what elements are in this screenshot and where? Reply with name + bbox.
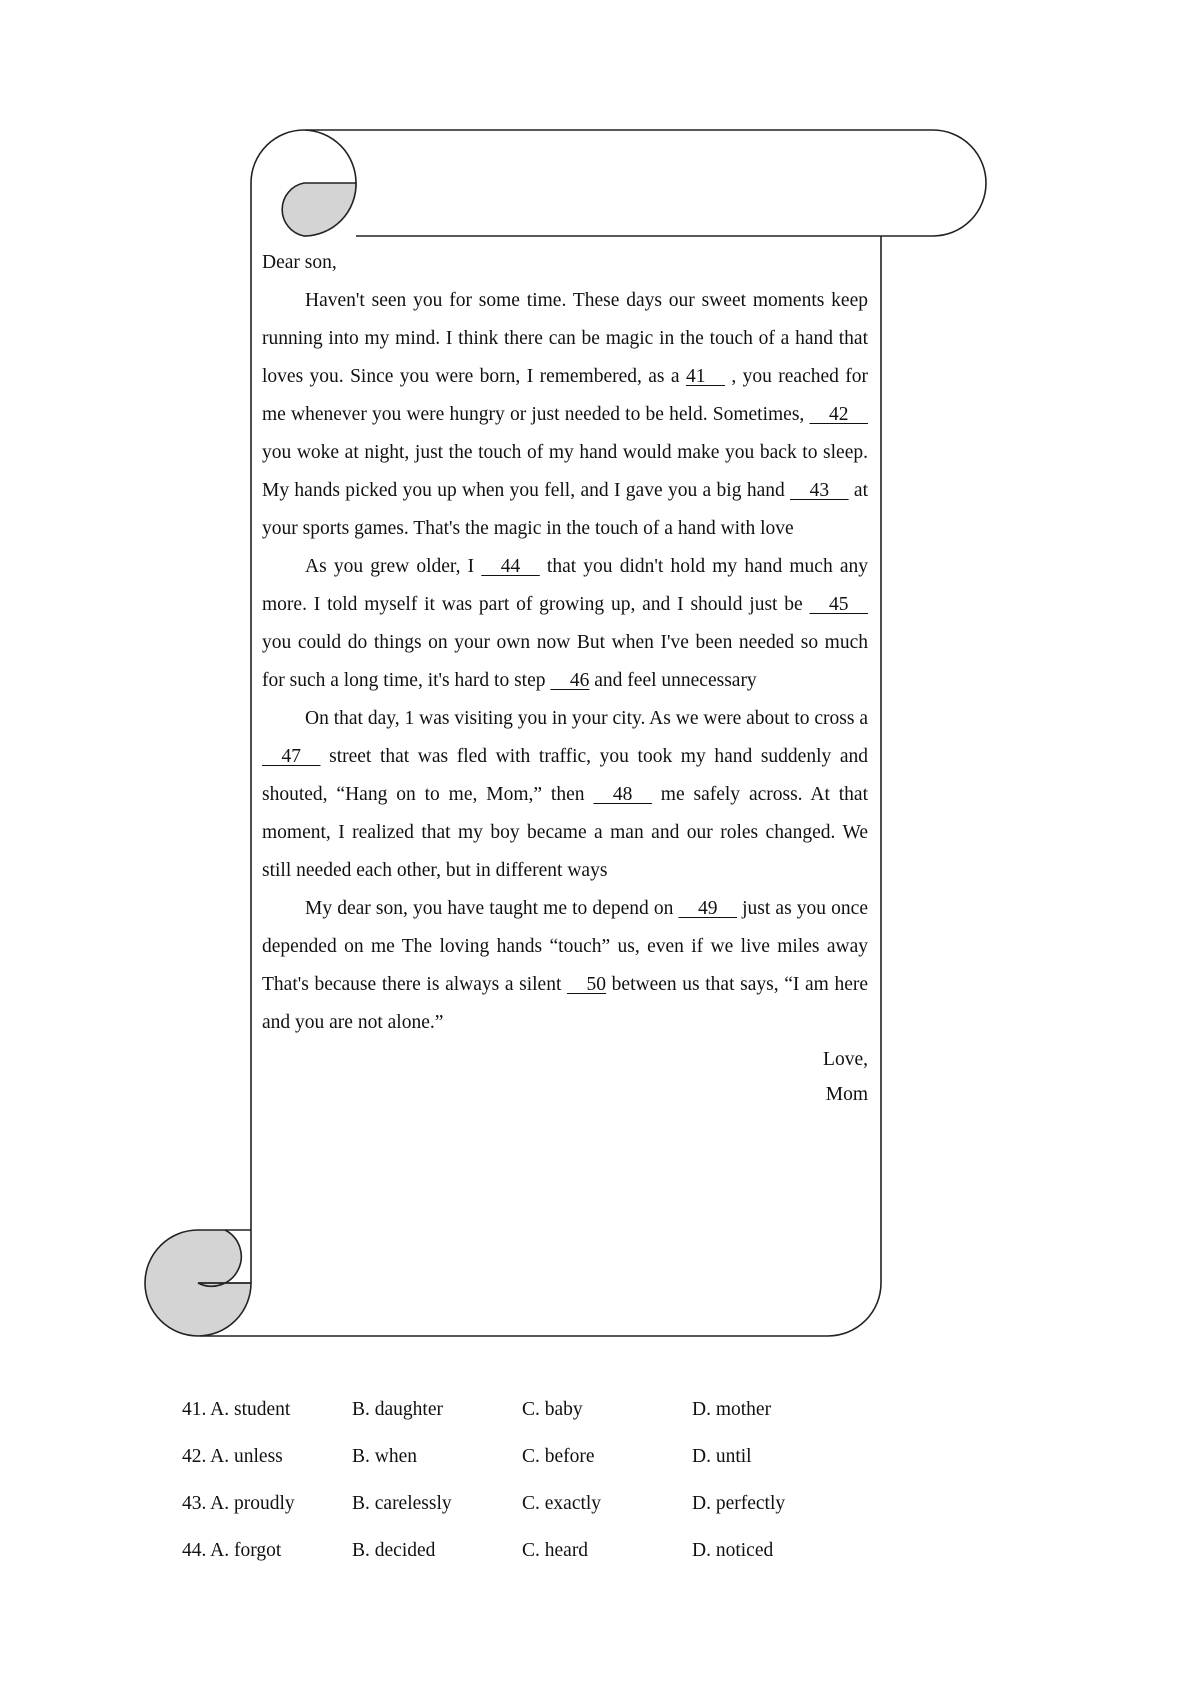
option-b: B. daughter	[352, 1399, 443, 1420]
paragraph-4	[262, 890, 868, 1042]
option-d: D. perfectly	[692, 1493, 786, 1514]
paragraph-1	[262, 282, 868, 548]
text: As you grew older, I	[305, 556, 482, 577]
option-c: C. before	[522, 1446, 595, 1467]
paragraph-3	[262, 700, 868, 890]
text: you woke at night, just the touch of my hand would make you back to sleep. My hands picked you up when you fell, and I gave you a big hand	[262, 442, 868, 501]
signature: Mom	[825, 1084, 868, 1105]
question-43	[182, 1480, 862, 1527]
blank-47: 47	[262, 746, 321, 767]
option-a: 43. A. proudly	[182, 1493, 295, 1514]
text: you could do things on your own now But when I've been needed so much for such a long time, it's hard to step	[262, 632, 868, 691]
blank-44: 44	[481, 556, 540, 577]
blank-48: 48	[593, 784, 652, 805]
option-c: C. exactly	[522, 1493, 602, 1514]
question-44	[182, 1527, 862, 1574]
text: me safely across. At that moment, I realized that my boy became a man and our roles changed. We still needed each other, but in different ways	[262, 784, 868, 881]
text: at your sports games. That's the magic in the touch of a hand with love	[262, 480, 868, 539]
blank-41: 41	[685, 366, 725, 387]
letter	[262, 244, 868, 1112]
text: just as you once depended on me The loving hands “touch” us, even if we live miles away That's because there is always a silent	[262, 898, 868, 995]
paragraph-2	[262, 548, 868, 700]
text: My dear son, you have taught me to depend on	[305, 898, 679, 919]
question-42	[182, 1433, 862, 1480]
blank-46: 46	[550, 670, 590, 691]
text: and feel unnecessary	[589, 670, 757, 691]
blank-50: 50	[567, 974, 607, 995]
question-41	[182, 1386, 862, 1433]
option-a: 44. A. forgot	[182, 1540, 282, 1561]
scroll-top-curl	[282, 183, 356, 236]
text: that you didn't hold my hand much any more. I told myself it was part of growing up, and I should just be	[262, 556, 868, 615]
text: , you reached for me whenever you were hungry or just needed to be held. Sometimes,	[262, 366, 868, 425]
closing: Love,	[823, 1049, 868, 1070]
option-b: B. carelessly	[352, 1493, 452, 1514]
option-a: 42. A. unless	[182, 1446, 283, 1467]
greeting: Dear son,	[262, 252, 337, 273]
text: between us that says, “I am here and you are not alone.”	[262, 974, 869, 1033]
option-d: D. mother	[692, 1399, 772, 1420]
blank-45: 45	[809, 594, 868, 615]
text: On that day, 1 was visiting you in your city. As we were about to cross a	[305, 708, 868, 729]
option-d: D. noticed	[692, 1540, 774, 1561]
option-c: C. baby	[522, 1399, 583, 1420]
blank-42: 42	[809, 404, 868, 425]
blank-49: 49	[678, 898, 737, 919]
scroll-top-roll	[305, 130, 986, 236]
text: street that was fled with traffic, you took my hand suddenly and shouted, “Hang on to me, Mom,” then	[262, 746, 868, 805]
option-b: B. decided	[352, 1540, 436, 1561]
blank-43: 43	[790, 480, 849, 501]
answer-options	[182, 1386, 862, 1574]
option-d: D. until	[692, 1446, 752, 1467]
option-b: B. when	[352, 1446, 417, 1467]
text: Haven't seen you for some time. These days our sweet moments keep running into my mind. I think there can be magic in the touch of a hand that loves you. Since you were born, I remembered, as a	[262, 290, 868, 387]
option-c: C. heard	[522, 1540, 589, 1561]
option-a: 41. A. student	[182, 1399, 291, 1420]
